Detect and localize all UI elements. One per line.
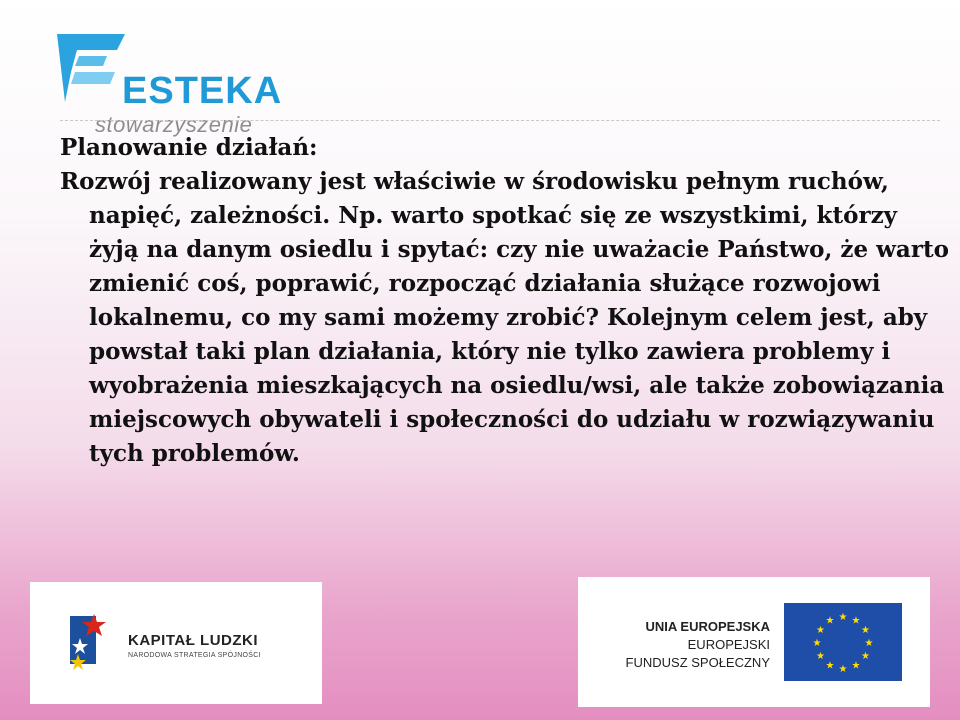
slide-paragraph: Rozwój realizowany jest właściwie w środowisku pełnym ruchów, napięć, zależności. Np. warto spotkać się ze wszystkimi, którzy żyją na danym osiedlu i spytać: czy nie uważacie Państwo, że warto zmienić coś, poprawić, rozpocząć działania służące rozwojowi lokalnemu, co my sami możemy zrobić? Kolejnym celem jest, aby powstał taki plan działania, który nie tylko zawiera problemy i wyobrażenia mieszkających na osiedlu/wsi, ale także zobowiązania miejscowych obywateli i społeczności do udziału w rozwiązywaniu tych problemów. [60, 168, 949, 467]
eu-flag-icon [784, 603, 902, 681]
svg-text:★: ★ [861, 651, 870, 662]
logo-subtitle: stowarzyszenie [95, 112, 253, 137]
svg-text:★: ★ [838, 612, 848, 623]
eu-line-2: EUROPEJSKI [687, 637, 770, 652]
kapital-ludzki-stars-icon [66, 610, 122, 672]
kapital-ludzki-subtitle: NARODOWA STRATEGIA SPÓJNOŚCI [128, 652, 261, 659]
kapital-ludzki-logo-panel [30, 582, 322, 704]
esteka-logo-icon [55, 32, 127, 104]
header-divider [60, 120, 940, 121]
svg-text:★: ★ [825, 615, 835, 627]
eu-line-3: FUNDUSZ SPOŁECZNY [625, 655, 770, 670]
eu-line-1: UNIA EUROPEJSKA [645, 619, 770, 634]
kapital-ludzki-title: KAPITAŁ LUDZKI [128, 632, 259, 649]
svg-text:★: ★ [851, 615, 861, 627]
svg-text:★: ★ [825, 660, 835, 672]
svg-text:★: ★ [838, 664, 848, 675]
logo-text: ESTEKA [122, 70, 283, 112]
svg-text:★: ★ [851, 660, 861, 672]
svg-text:★: ★ [812, 638, 822, 649]
svg-text:★: ★ [816, 651, 825, 662]
svg-text:★: ★ [816, 625, 825, 636]
svg-text:★: ★ [861, 625, 870, 636]
svg-text:★: ★ [864, 638, 874, 649]
eu-logo-panel [578, 577, 930, 707]
slide-heading: Planowanie działań: [60, 134, 318, 161]
esteka-logo [55, 32, 315, 142]
